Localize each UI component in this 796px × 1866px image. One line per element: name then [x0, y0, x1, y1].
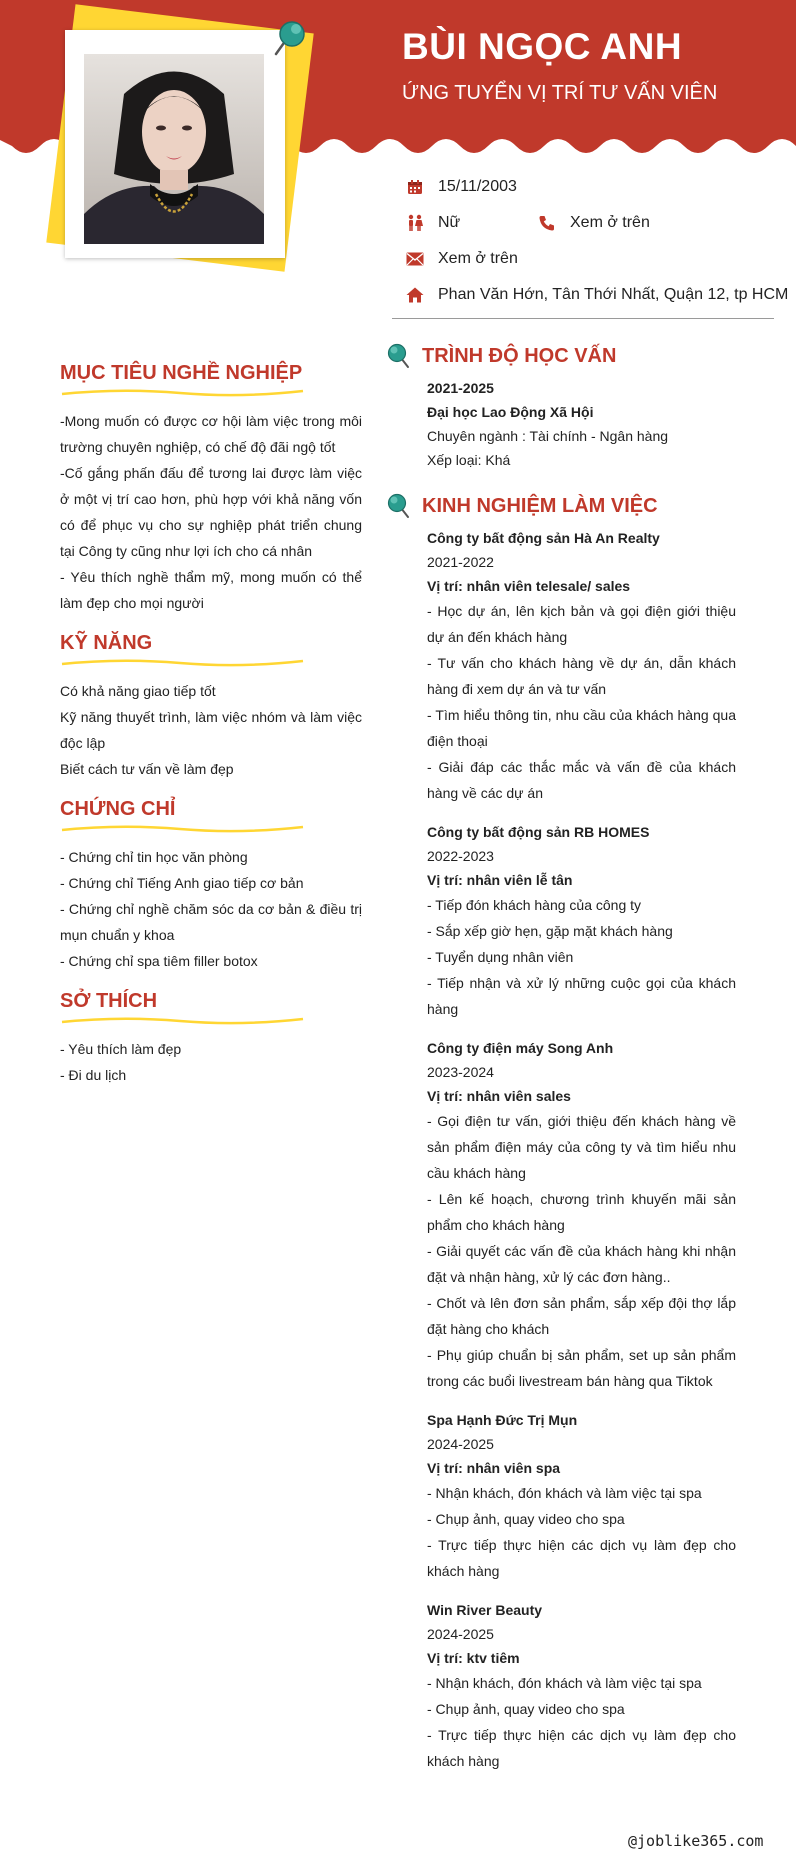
education-entry	[392, 376, 736, 472]
avatar	[84, 54, 264, 244]
skill-item: Kỹ năng thuyết trình, làm việc nhóm và làm việc độc lập	[60, 709, 362, 751]
job-duty: - Chụp ảnh, quay video cho spa	[427, 1511, 625, 1527]
certificate-item: - Chứng chỉ tin học văn phòng	[60, 849, 248, 865]
left-column	[60, 360, 362, 1102]
job-duty: - Tiếp đón khách hàng của công ty	[427, 897, 642, 913]
certificate-item: - Chứng chỉ nghề chăm sóc da cơ bản & điều trị mụn chuẩn y khoa	[60, 901, 362, 943]
certificates-title: CHỨNG CHỈ	[60, 798, 176, 820]
job-years: 2023-2024	[427, 1064, 494, 1080]
hobby-item: - Yêu thích làm đẹp	[60, 1041, 182, 1057]
education-heading	[392, 336, 736, 376]
job-position: Vị trí: nhân viên telesale/ sales	[427, 578, 631, 594]
experience-heading	[392, 486, 736, 526]
contact-divider	[392, 318, 774, 319]
skills-section	[60, 630, 362, 782]
job-duty: - Nhận khách, đón khách và làm việc tại spa	[427, 1675, 702, 1691]
education-school: Đại học Lao Động Xã Hội	[427, 404, 594, 420]
job-duty: - Tuyển dụng nhân viên	[427, 949, 574, 965]
skill-item: Biết cách tư vấn về làm đẹp	[60, 761, 234, 777]
address-value: Phan Văn Hớn, Tân Thới Nhất, Quận 12, tp HCM	[438, 286, 789, 303]
site-watermark: @joblike365.com	[628, 1832, 764, 1850]
home-icon	[406, 286, 424, 304]
gender-value: Nữ	[438, 214, 461, 231]
job-title: ỨNG TUYỂN VỊ TRÍ TƯ VẤN VIÊN	[402, 82, 718, 104]
job-entry	[427, 1598, 736, 1774]
job-duty: - Sắp xếp giờ hẹn, gặp mặt khách hàng	[427, 923, 673, 939]
job-company: Công ty bất động sản RB HOMES	[427, 824, 650, 840]
job-position: Vị trí: nhân viên sales	[427, 1088, 571, 1104]
job-entry	[427, 820, 736, 1022]
contact-birthday	[406, 176, 517, 198]
hobby-item: - Đi du lịch	[60, 1067, 127, 1083]
certificates-section	[60, 796, 362, 974]
wave-underline	[60, 1016, 305, 1026]
objective-title: MỤC TIÊU NGHỀ NGHIỆP	[60, 362, 303, 384]
job-company: Công ty điện máy Song Anh	[427, 1040, 614, 1056]
job-years: 2022-2023	[427, 848, 494, 864]
email-value[interactable]: Xem ở trên	[438, 250, 518, 267]
wave-underline	[60, 824, 305, 834]
phone-value[interactable]: Xem ở trên	[570, 214, 650, 231]
education-title: TRÌNH ĐỘ HỌC VẤN	[422, 344, 617, 367]
birthday-value: 15/11/2003	[438, 178, 517, 195]
job-entry	[427, 1036, 736, 1394]
job-duty: - Trực tiếp thực hiện các dịch vụ làm đẹp cho khách hàng	[427, 1537, 736, 1579]
job-duty: - Học dự án, lên kịch bản và gọi điện giới thiệu dự án đến khách hàng	[427, 603, 736, 645]
job-duty: - Chốt và lên đơn sản phẩm, sắp xếp đội thợ lắp đặt hàng cho khách	[427, 1295, 736, 1337]
job-position: Vị trí: nhân viên lễ tân	[427, 872, 573, 888]
skill-item: Có khả năng giao tiếp tốt	[60, 683, 216, 699]
phone-icon	[538, 214, 556, 232]
wave-underline	[60, 388, 305, 398]
contact-phone[interactable]	[538, 212, 650, 234]
job-position: Vị trí: nhân viên spa	[427, 1460, 561, 1476]
job-duty: - Nhận khách, đón khách và làm việc tại spa	[427, 1485, 702, 1501]
job-duty: - Chụp ảnh, quay video cho spa	[427, 1701, 625, 1717]
pushpin-icon	[266, 14, 310, 67]
hobbies-title: SỞ THÍCH	[60, 990, 158, 1012]
job-duty: - Tìm hiểu thông tin, nhu cầu của khách hàng qua điện thoại	[427, 707, 736, 749]
job-duty: - Trực tiếp thực hiện các dịch vụ làm đẹp cho khách hàng	[427, 1727, 736, 1769]
education-years: 2021-2025	[427, 380, 494, 396]
education-grade: Xếp loại: Khá	[427, 452, 511, 468]
contact-gender	[406, 212, 460, 234]
job-duty: - Tiếp nhận và xử lý những cuộc gọi của khách hàng	[427, 975, 736, 1017]
job-years: 2021-2022	[427, 554, 494, 570]
job-years: 2024-2025	[427, 1626, 494, 1642]
job-duty: - Giải quyết các vấn đề của khách hàng khi nhận đặt và nhận hàng, xử lý các đơn hàng..	[427, 1243, 736, 1285]
job-duty: - Gọi điện tư vấn, giới thiệu đến khách hàng về sản phẩm điện máy của công ty và tìm hiểu nhu cầu khách hàng	[427, 1113, 736, 1181]
pushpin-icon	[386, 341, 416, 371]
objective-line: -Mong muốn có được cơ hội làm việc trong môi trường chuyên nghiệp, có chế độ đãi ngộ tốt	[60, 413, 362, 455]
objective-section	[60, 360, 362, 616]
skills-title: KỸ NĂNG	[60, 632, 153, 654]
experience-title: KINH NGHIỆM LÀM VIỆC	[422, 494, 658, 517]
job-company: Công ty bất động sản Hà An Realty	[427, 530, 660, 546]
job-entry	[427, 1408, 736, 1584]
pushpin-icon	[386, 491, 416, 521]
job-duty: - Giải đáp các thắc mắc và vấn đề của khách hàng về các dự án	[427, 759, 736, 801]
job-company: Win River Beauty	[427, 1602, 543, 1618]
candidate-name: BÙI NGỌC ANH	[402, 26, 683, 67]
objective-line: - Yêu thích nghề thẩm mỹ, mong muốn có thể làm đẹp cho mọi người	[60, 569, 362, 611]
wave-underline	[60, 658, 305, 668]
job-duty: - Tư vấn cho khách hàng về dự án, dẫn khách hàng đi xem dự án và tư vấn	[427, 655, 736, 697]
job-duty: - Phụ giúp chuẩn bị sản phẩm, set up sản phẩm trong các buổi livestream bán hàng qua Tiktok	[427, 1347, 736, 1389]
job-position: Vị trí: ktv tiêm	[427, 1650, 520, 1666]
contact-email[interactable]	[406, 248, 518, 270]
contact-address	[406, 284, 788, 306]
objective-line: -Cố gắng phấn đấu để tương lai được làm việc ở một vị trí cao hơn, phù hợp với khả năng vốn có để phục vụ cho sự nghiệp phát triển chung tại Công ty cũng như lợi ích cho cá nhân	[60, 465, 362, 559]
right-column	[392, 336, 736, 1788]
hobbies-section	[60, 988, 362, 1088]
envelope-icon	[406, 250, 424, 268]
job-entry	[427, 526, 736, 806]
education-major: Chuyên ngành : Tài chính - Ngân hàng	[427, 428, 669, 444]
calendar-icon	[406, 178, 424, 196]
job-company: Spa Hạnh Đức Trị Mụn	[427, 1412, 578, 1428]
job-years: 2024-2025	[427, 1436, 494, 1452]
certificate-item: - Chứng chỉ spa tiêm filler botox	[60, 953, 258, 969]
gender-icon	[406, 214, 424, 232]
certificate-item: - Chứng chỉ Tiếng Anh giao tiếp cơ bản	[60, 875, 304, 891]
job-duty: - Lên kế hoạch, chương trình khuyến mãi sản phẩm cho khách hàng	[427, 1191, 736, 1233]
